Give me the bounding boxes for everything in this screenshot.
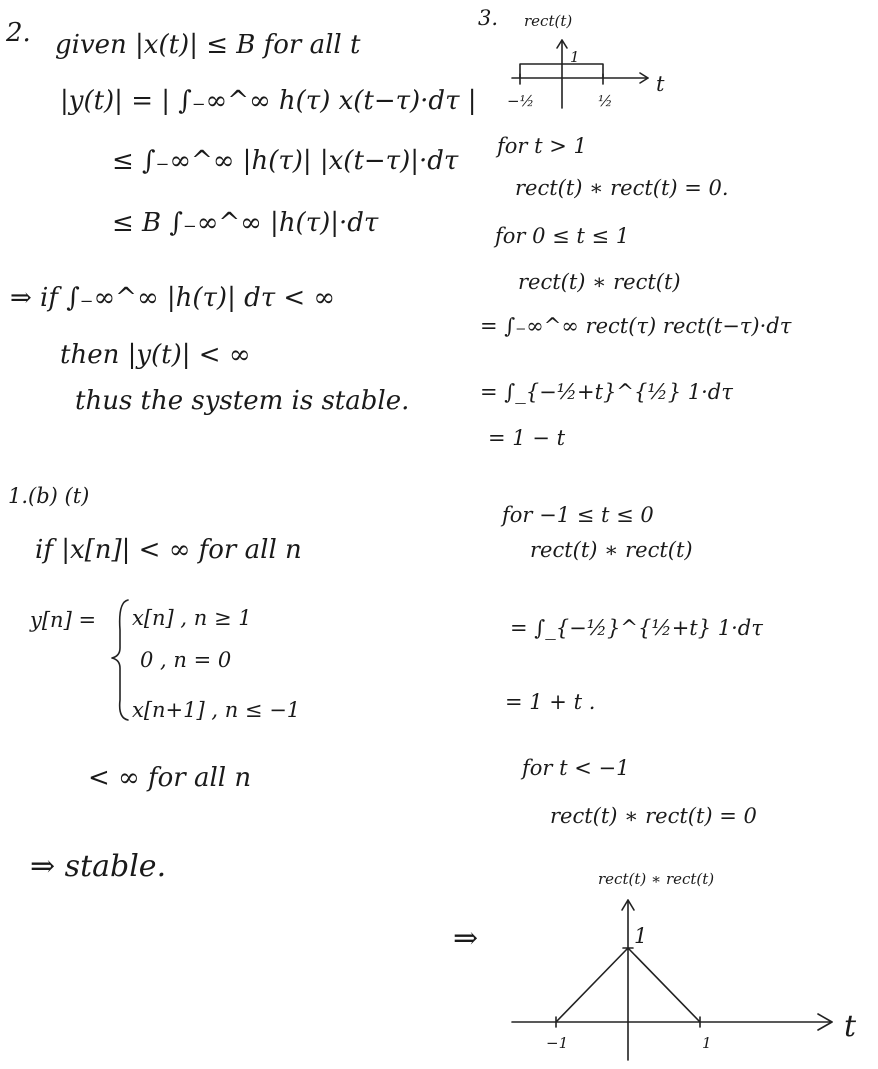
problem-1b-condition: if |x[n]| < ∞ for all n xyxy=(35,535,302,565)
problem-1b-bounded: < ∞ for all n xyxy=(88,763,252,793)
rect-plot-title: rect(t) xyxy=(524,12,573,30)
case-c-condition: for −1 ≤ t ≤ 0 xyxy=(502,503,654,527)
problem-2-step-2: ≤ ∫₋∞^∞ |h(τ)| |x(t−τ)|·dτ xyxy=(112,146,459,176)
case-b-integral-2: = ∫_{−½+t}^{½} 1·dτ xyxy=(480,380,733,404)
problem-2-then: then |y(t)| < ∞ xyxy=(60,340,251,370)
problem-2-number: 2. xyxy=(6,18,31,48)
case-b-result: = 1 − t xyxy=(488,426,566,450)
problem-1b-case-2: 0 , n = 0 xyxy=(140,648,232,672)
problem-1b-case-1: x[n] , n ≥ 1 xyxy=(132,606,252,630)
rect-axis-t-label: t xyxy=(656,72,665,96)
case-a-condition: for t > 1 xyxy=(497,134,587,158)
problem-3-number: 3. xyxy=(478,6,499,30)
problem-2-given: given |x(t)| ≤ B for all t xyxy=(55,30,361,60)
problem-2-step-3: ≤ B ∫₋∞^∞ |h(τ)|·dτ xyxy=(112,208,379,238)
case-b-condition: for 0 ≤ t ≤ 1 xyxy=(495,224,630,248)
problem-1b-label: 1.(b) (t) xyxy=(8,484,90,508)
problem-1b-case-3: x[n+1] , n ≤ −1 xyxy=(132,698,301,722)
rect-pos-half-label: ½ xyxy=(598,92,613,110)
triangle-pos-one-label: 1 xyxy=(702,1034,712,1052)
case-a-result: rect(t) ∗ rect(t) = 0. xyxy=(515,176,729,200)
problem-1b-lhs: y[n] = xyxy=(30,608,97,632)
problem-2-step-1: |y(t)| = | ∫₋∞^∞ h(τ) x(t−τ)·dτ | xyxy=(60,86,477,116)
triangle-axis-t-label: t xyxy=(844,1009,857,1044)
case-c-integral: = ∫_{−½}^{½+t} 1·dτ xyxy=(510,616,763,640)
case-c-result: = 1 + t . xyxy=(505,690,596,714)
problem-1b-conclusion: ⇒ stable. xyxy=(30,849,167,884)
case-d-result: rect(t) ∗ rect(t) = 0 xyxy=(550,804,757,828)
triangle-neg-one-label: −1 xyxy=(546,1034,569,1052)
triangle-peak-label: 1 xyxy=(634,924,648,948)
problem-2-conclusion: thus the system is stable. xyxy=(75,386,410,416)
case-c-expression: rect(t) ∗ rect(t) xyxy=(530,538,693,562)
case-b-integral-1: = ∫₋∞^∞ rect(τ) rect(t−τ)·dτ xyxy=(480,314,792,338)
implies-arrow: ⇒ xyxy=(453,921,479,956)
case-d-condition: for t < −1 xyxy=(522,756,630,780)
piecewise-brace xyxy=(112,600,128,720)
rect-height-label: 1 xyxy=(570,48,580,66)
case-b-expression: rect(t) ∗ rect(t) xyxy=(518,270,681,294)
rect-neg-half-label: −½ xyxy=(507,92,535,110)
triangle-plot-title: rect(t) ∗ rect(t) xyxy=(598,870,715,888)
problem-2-condition: ⇒ if ∫₋∞^∞ |h(τ)| dτ < ∞ xyxy=(10,283,336,313)
